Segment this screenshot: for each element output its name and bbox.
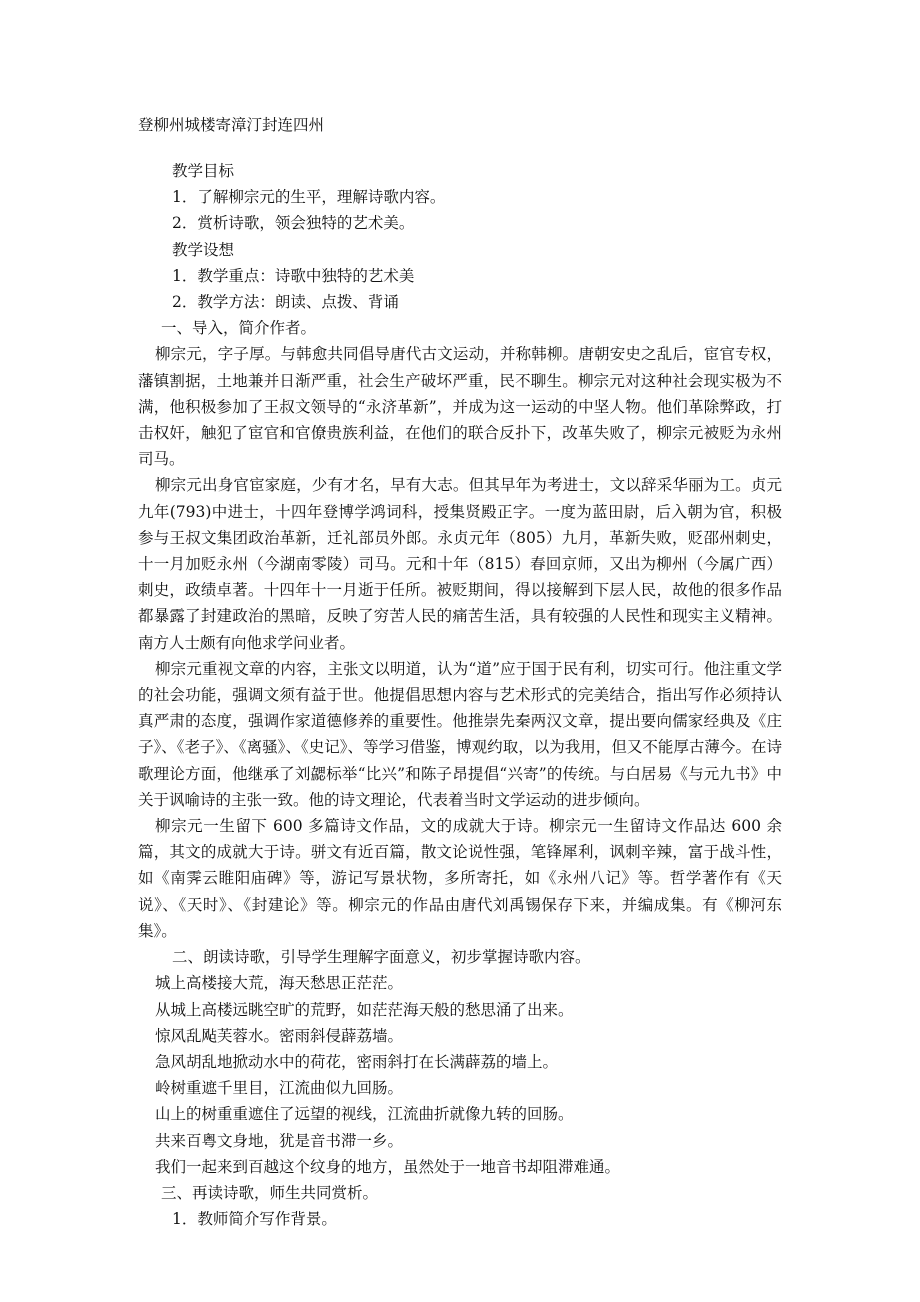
design-item: 1．教学重点：诗歌中独特的艺术美 [172, 266, 415, 285]
design-item: 2．教学方法：朗读、点拨、背诵 [172, 293, 399, 312]
poem-line: 共来百粤文身地，犹是音书滞一乡。 [155, 1131, 404, 1150]
poem-line: 惊风乱飐芙蓉水。密雨斜侵薜荔墙。 [155, 1026, 404, 1045]
paragraph: 柳宗元重视文章的内容，主张文以明道，认为“道”应于国于民有利，切实可行。他注重文学的社会功能，强调文须有益于世。他提倡思想内容与艺术形式的完美结合，指出写作必须持认真严肃的态度，强调作家道德修养的重要性。他推崇先秦两汉文章，提出要向儒家经典及《庄子》、《老子》、《离骚》、《史记》、等学习借鉴，博观约取，以为我用，但又不能厚古薄今。在诗歌理论方面，他继承了刘勰标举“比兴”和陈子昂提倡“兴寄”的传统。与白居易《与元九书》中关于讽喻诗的主张一致。他的诗文理论，代表着当时文学运动的进步倾向。 [138, 659, 782, 809]
goal-item: 2．赏析诗歌，领会独特的艺术美。 [172, 214, 415, 233]
step-item: 1．教师简介写作背景。 [172, 1210, 337, 1229]
document-body [138, 158, 782, 1232]
translation-line: 从城上高楼远眺空旷的荒野，如茫茫海天般的愁思涌了出来。 [155, 1000, 574, 1019]
section-heading: 一、导入，简介作者。 [161, 319, 317, 338]
section-heading: 三、再读诗歌，师生共同赏析。 [161, 1183, 379, 1202]
paragraph: 柳宗元一生留下 600 多篇诗文作品，文的成就大于诗。柳宗元一生留诗文作品达 600 余篇，其文的成就大于诗。骈文有近百篇，散文论说性强，笔锋犀利，讽刺辛辣，富于战斗性，如《南霁云睢阳庙碑》等，游记写景状物，多所寄托，如《永州八记》等。哲学著作有《天说》、《天时》、《封建论》等。柳宗元的作品由唐代刘禹锡保存下来，并编成集。有《柳河东集》。 [138, 817, 782, 940]
goal-item: 1．了解柳宗元的生平，理解诗歌内容。 [172, 188, 446, 207]
paragraph: 柳宗元，字子厚。与韩愈共同倡导唐代古文运动，并称韩柳。唐朝安史之乱后，宦官专权，藩镇割据，土地兼并日渐严重，社会生产破坏严重，民不聊生。柳宗元对这种社会现实极为不满，他积极参加了王叔文领导的“永济革新”，并成为这一运动的中坚人物。他们革除弊政，打击权奸，触犯了宦官和官僚贵族利益，在他们的联合反扑下，改革失败了，柳宗元被贬为永州司马。 [138, 345, 782, 469]
document-title: 登柳州城楼寄漳汀封连四州 [138, 116, 325, 134]
section-heading: 二、朗读诗歌，引导学生理解字面意义，初步掌握诗歌内容。 [172, 948, 591, 967]
translation-line: 我们一起来到百越这个纹身的地方，虽然处于一地音书却阻滞难通。 [155, 1157, 621, 1176]
poem-line: 岭树重遮千里目，江流曲似九回肠。 [155, 1079, 404, 1098]
paragraph: 柳宗元出身官宦家庭，少有才名，早有大志。但其早年为考进士，文以辞采华丽为工。贞元九年(793)中进士，十四年登博学鸿词科，授集贤殿正字。一度为蓝田尉，后入朝为官，积极参与王叔文集团政治革新，迁礼部员外郎。永贞元年（805）九月，革新失败，贬邵州刺史，十一月加贬永州（今湖南零陵）司马。元和十年（815）春回京师，又出为柳州（今属广西）刺史，政绩卓著。十四年十一月逝于任所。被贬期间，得以接解到下层人民，故他的很多作品都暴露了封建政治的黑暗，反映了穷苦人民的痛苦生活，具有较强的人民性和现实主义精神。南方人士颇有向他求学问业者。 [138, 476, 782, 652]
translation-line: 山上的树重重遮住了远望的视线，江流曲折就像九转的回肠。 [155, 1105, 574, 1124]
design-heading: 教学设想 [172, 240, 235, 259]
translation-line: 急风胡乱地掀动水中的荷花，密雨斜打在长满薜荔的墙上。 [155, 1052, 559, 1071]
poem-line: 城上高楼接大荒，海天愁思正茫茫。 [155, 974, 404, 993]
goals-heading: 教学目标 [172, 162, 235, 180]
